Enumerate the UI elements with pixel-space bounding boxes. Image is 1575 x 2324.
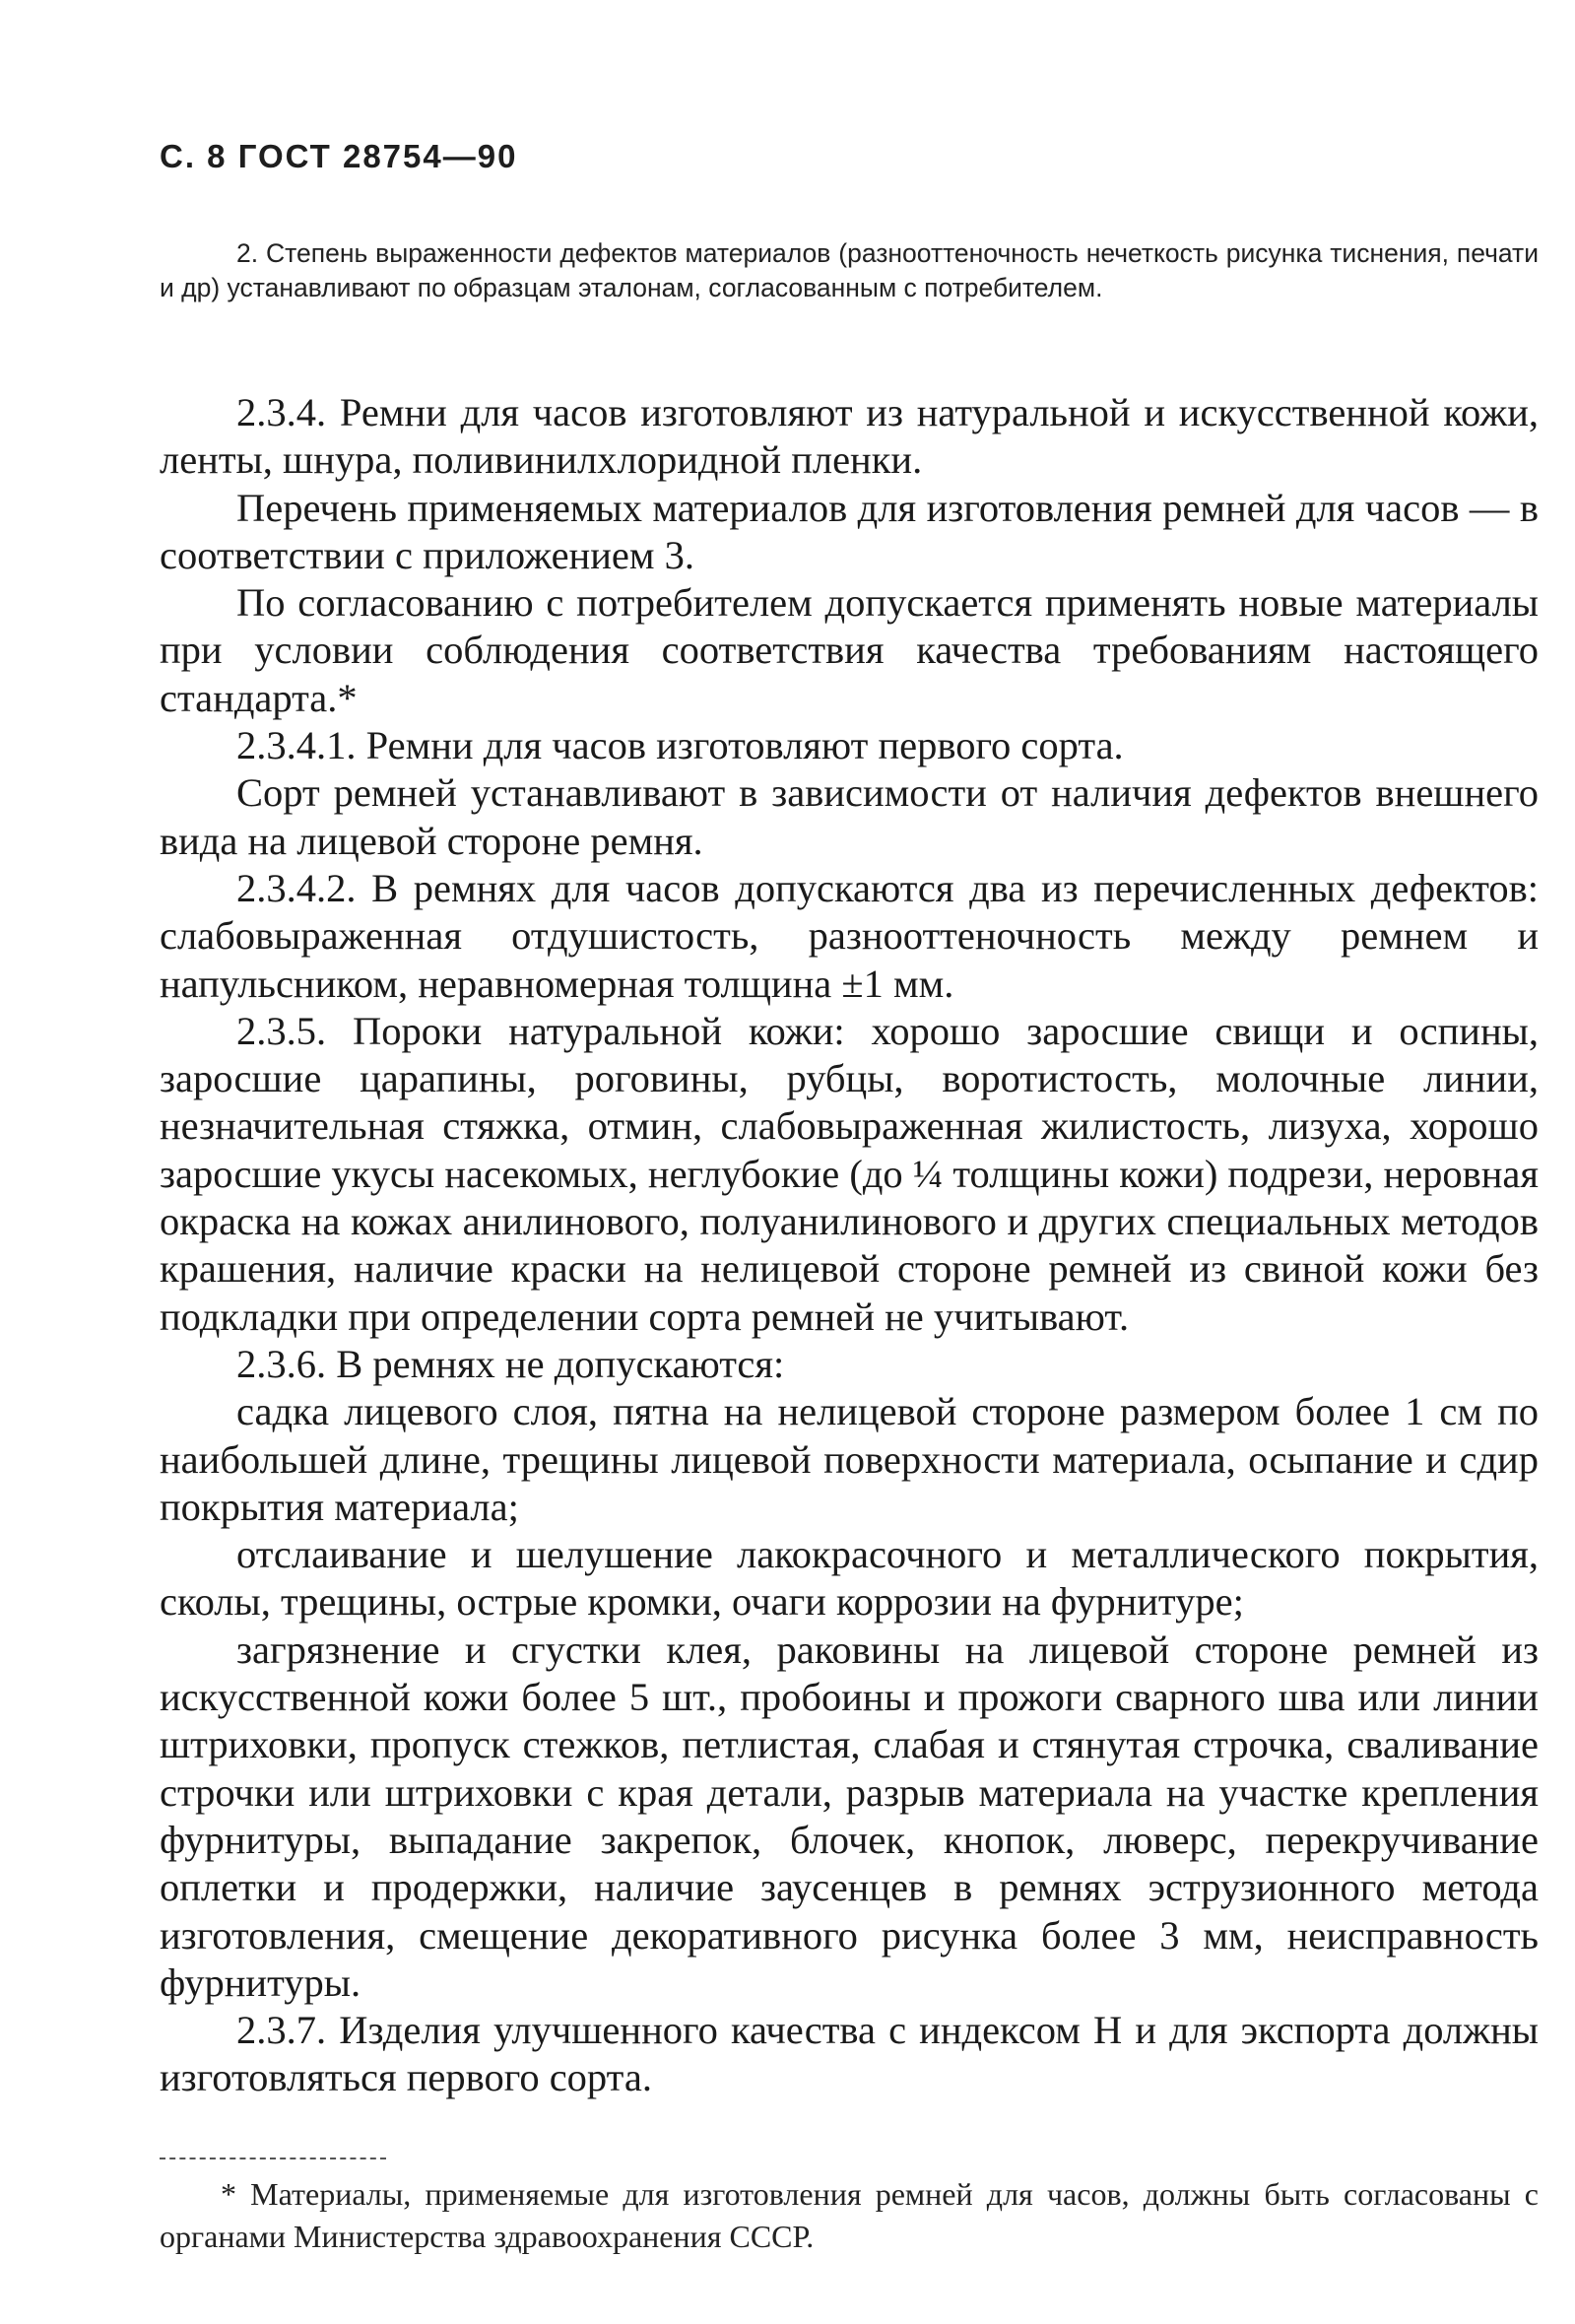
paragraph-2-3-6: 2.3.6. В ремнях не допускаются: — [236, 1341, 785, 1386]
paragraph-defects-assembly: загрязнение и сгустки клея, раковины на лицевой стороне ремней из искусственной кожи более 5 шт., пробоины и прожоги сварного шва или линии штриховки, пропуск стежков, петлистая, слабая и стянутая строчка, сваливание строчки или штриховки с края детали, разрыв материала на участке крепления фурнитуры, выпадание закрепок, блочек, кнопок, люверс, перекручивание оплетки и продержки, наличие заусенцев в ремнях эструзионного метода изготовления, смещение декоративного рисунка более 3 мм, неисправность фурнитуры. — [160, 1627, 1539, 2005]
main-text — [160, 389, 1539, 2102]
note-block — [160, 236, 1539, 305]
paragraph-2-3-7: 2.3.7. Изделия улучшенного качества с индексом Н и для экспорта должны изготовляться первого сорта. — [160, 2008, 1539, 2100]
paragraph-new-materials: По согласованию с потребителем допускается применять новые материалы при условии соблюдения соответствия качества требованиям настоящего стандарта.* — [160, 580, 1539, 720]
paragraph-defects-surface: садка лицевого слоя, пятна на нелицевой стороне размером более 1 см по наибольшей длине, трещины лицевой поверхности материала, осыпание и сдир покрытия материала; — [160, 1389, 1539, 1529]
page-header: С. 8 ГОСТ 28754—90 — [160, 138, 518, 174]
paragraph-grade: Сорт ремней устанавливают в зависимости от наличия дефектов внешнего вида на лицевой стороне ремня. — [160, 770, 1539, 863]
paragraph-2-3-4-2: 2.3.4.2. В ремнях для часов допускаются два из перечисленных дефектов: слабовыраженная отдушистость, разнооттеночность между ремнем и напульсником, неравномерная толщина ±1 мм. — [160, 865, 1539, 1006]
paragraph-materials-list: Перечень применяемых материалов для изготовления ремней для часов — в соответствии с приложением 3. — [160, 485, 1539, 577]
paragraph-2-3-4: 2.3.4. Ремни для часов изготовляют из натуральной и искусственной кожи, ленты, шнура, поливинилхлоридной пленки. — [160, 390, 1539, 483]
paragraph-defects-coating: отслаивание и шелушение лакокрасочного и металлического покрытия, сколы, трещины, острые кромки, очаги коррозии на фурнитуре; — [160, 1532, 1539, 1625]
footnote — [160, 2173, 1539, 2258]
note-text: 2. Степень выраженности дефектов материалов (разнооттеночность нечеткость рисунка тиснения, печати и др) устанавливают по образцам эталонам, согласованным с потребителем. — [160, 238, 1539, 302]
paragraph-2-3-4-1: 2.3.4.1. Ремни для часов изготовляют первого сорта. — [236, 723, 1124, 768]
footnote-text: * Материалы, применяемые для изготовления ремней для часов, должны быть согласованы с органами Министерства здравоохранения СССР. — [160, 2176, 1539, 2254]
paragraph-2-3-5: 2.3.5. Пороки натуральной кожи: хорошо заросшие свищи и оспины, заросшие царапины, роговины, рубцы, воротистость, молочные линии, незначительная стяжка, отмин, слабовыраженная жилистость, лизуха, хорошо заросшие укусы насекомых, неглубокие (до ¼ толщины кожи) подрези, неровная окраска на кожах анилинового, полуанилинового и других специальных методов крашения, наличие краски на нелицевой стороне ремней из свиной кожи без подкладки при определении сорта ремней не учитывают. — [160, 1008, 1539, 1339]
footnote-separator — [160, 2158, 386, 2159]
